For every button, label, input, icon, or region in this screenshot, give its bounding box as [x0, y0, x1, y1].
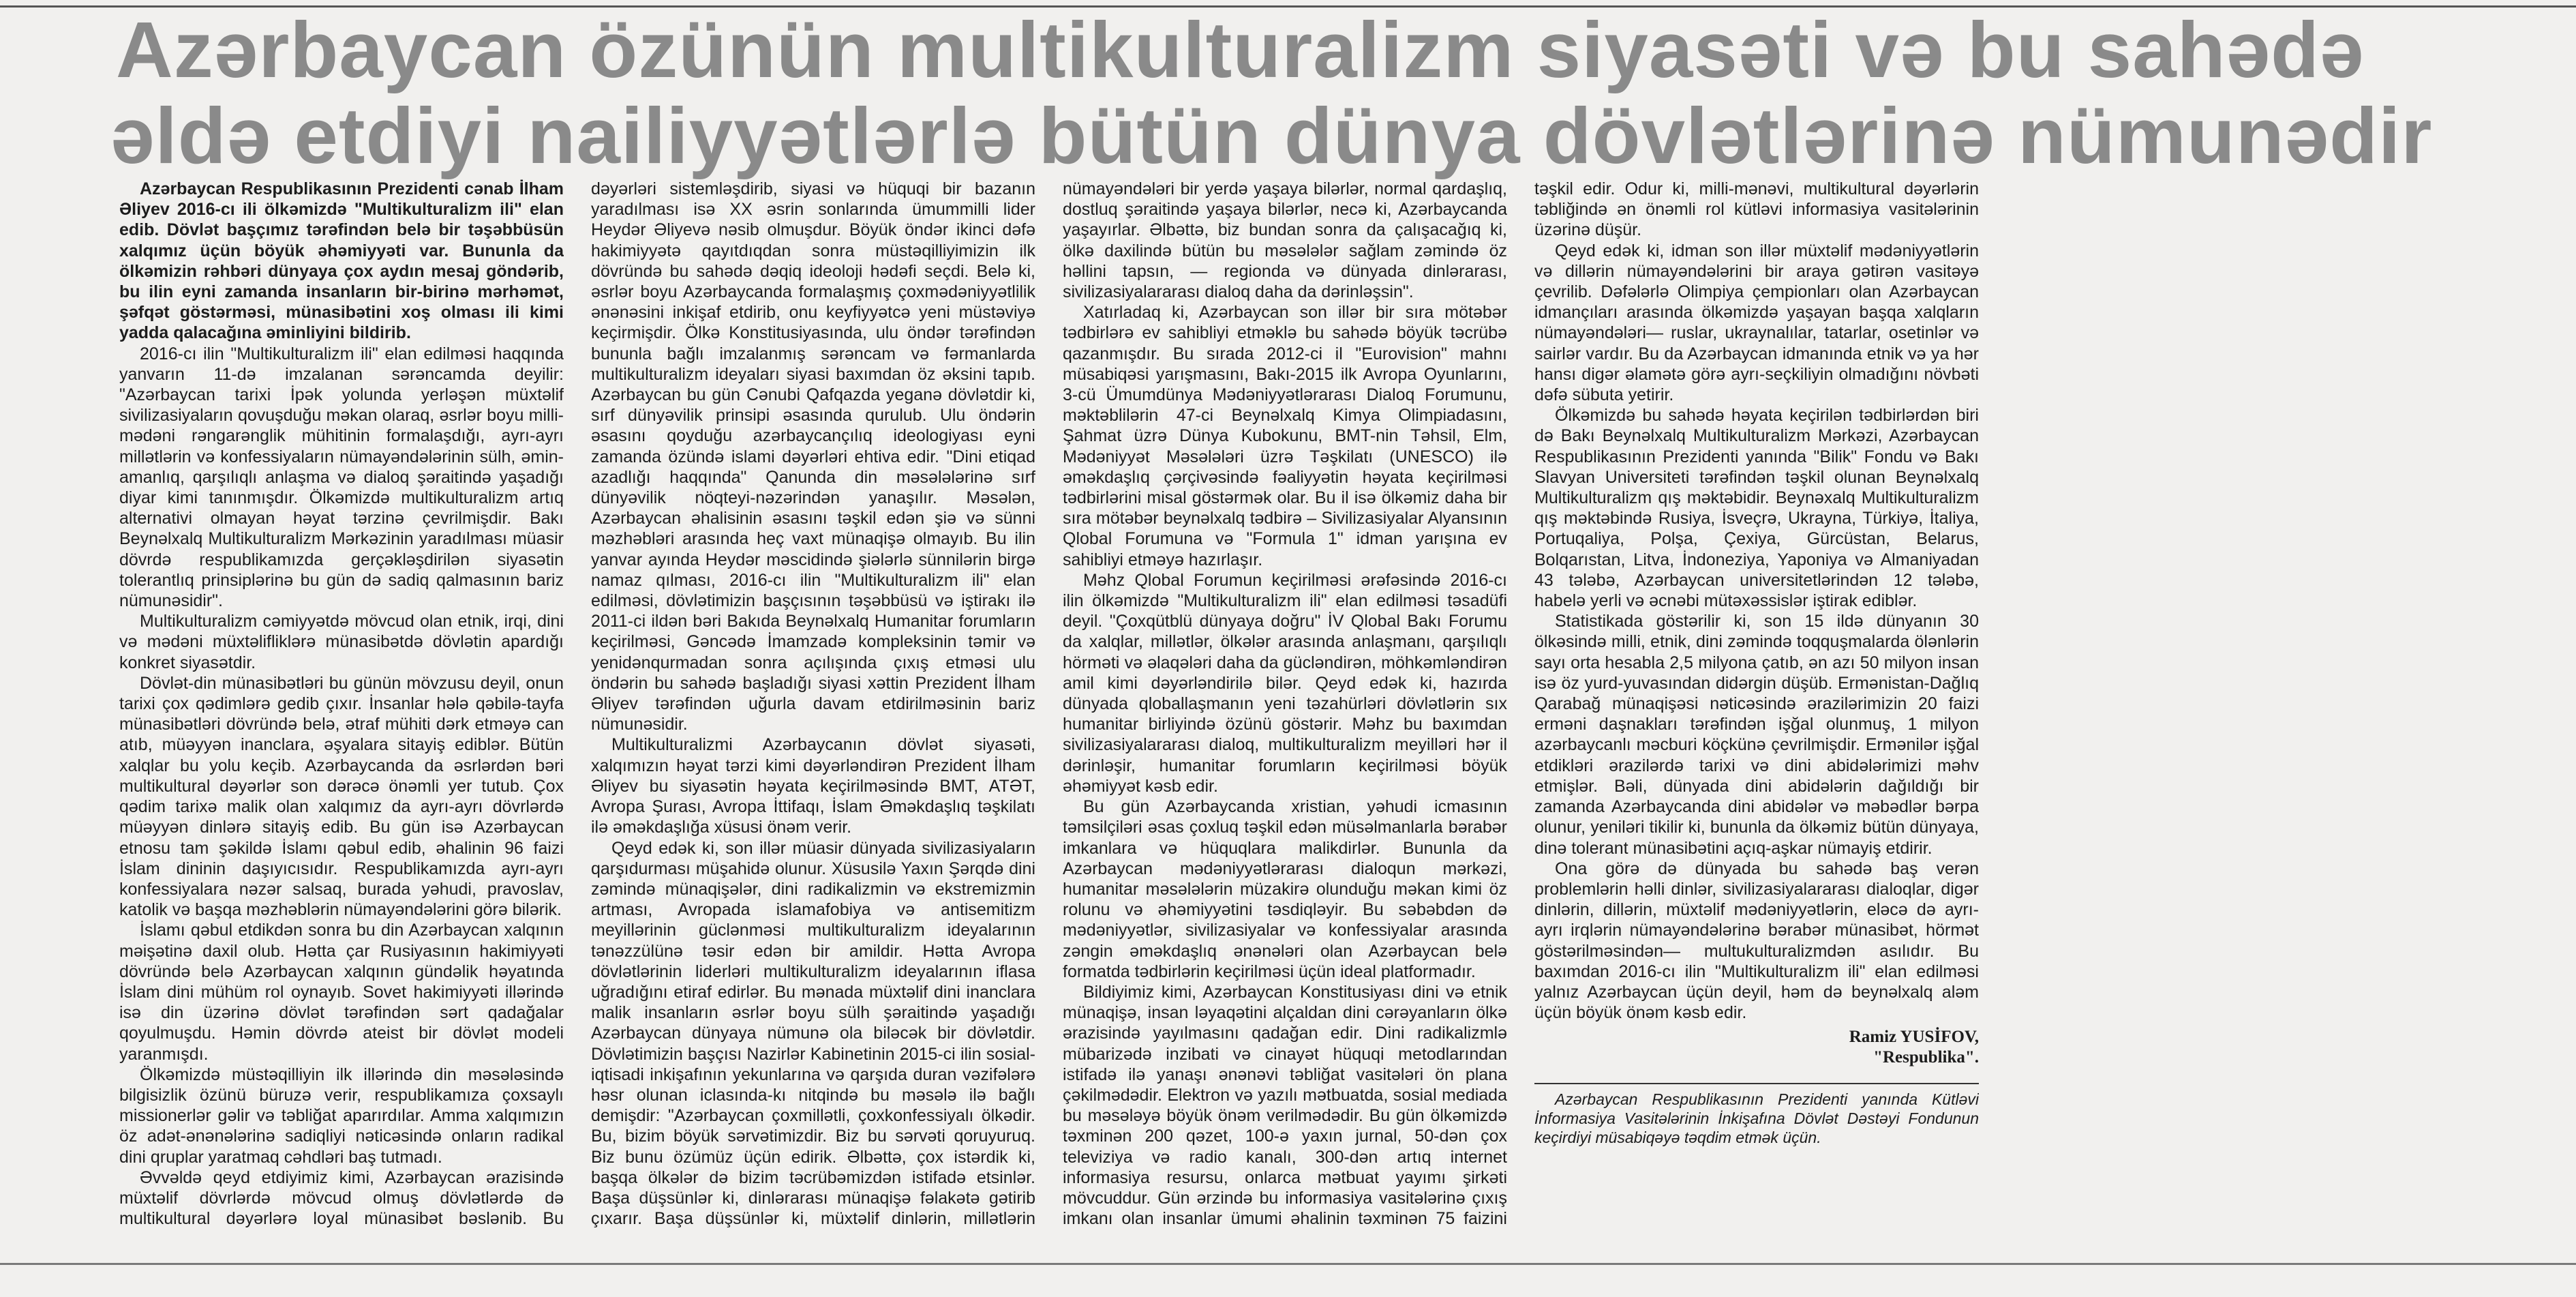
article-paragraph: Əvvəldə qeyd etdiyimiz kimi, Azərbaycan ərazisində müxtəlif dövrlərdə mövcud olmuş dövlətlərdə də multikultural dəyərlərə loyal münasibət bəslənib. Bu: [119, 1167, 564, 1229]
newspaper-name: "Respublika".: [1873, 1048, 1979, 1067]
footnote: Azərbaycan Respublikasının Prezidenti yanında Kütləvi İnformasiya Vasitələrinin İnkişafına Dövlət Dəstəyi Fondunun keçirdiyi müsabiqəyə təqdim etmək üçün.: [1534, 1090, 1979, 1147]
article-paragraph: İslamı qəbul etdikdən sonra bu din Azərbaycan xalqının məişətinə daxil olub. Hətta çar Rusiyasının hakimiyyəti dövründə belə Azərbaycan xalqının gündəlik həyatında İslam dini mühüm rol oynayıb. Sovet hakimiyyəti illərində isə din üzərinə dövlət tərəfindən sərt qadağalar qoyulmuşdu. Həmin dövrdə ateist bir dövlət modeli yaranmışdı.: [119, 921, 564, 1064]
article-paragraph: Dövlət-din münasibətləri bu günün mövzusu deyil, onun tarixi çox qədimlərə gedib çıxır. İnsanlar hələ qəbilə-tayfa münasibətləri dövründə belə, ətraf mühiti dərk etməyə can atıb, müəyyən inanclara, əşyalara sitayiş ediblər. Bütün xalqlar bu yolu keçib. Azərbaycanda da əsrlərdən bəri multikultural dəyərlər son dərəcə önəmli yer tutub. Çox qədim tarixə malik olan xalqımız da ayrı-ayrı dövrlərdə müəyyən dinlərə sitayiş edib. Bu gün isə Azərbaycan etnosu tam şəkildə İslamı qəbul edib, əhalinin 96 faizi İslam dininin daşıyıcısıdır. Respublikamızda ayrı-ayrı konfessiyalara nəzər salsaq, burada yəhudi, pravoslav, katolik və başqa məzhəblərin nümayəndələrini görə bilərik.: [119, 673, 564, 920]
column-4: [1534, 179, 1979, 1242]
article-paragraph: dəyərləri sistemləşdirib, siyasi və hüquqi bir bazanın yaradılması isə XX əsrin sonlarında ümummilli lider Heydər Əliyevə nəsib olmuşdur. Böyük öndər ikinci dəfə hakimiyyətə qayıtdıqdan sonra müstəqilliyimizin ilk dövründə bu sahədə dəqiq ideoloji hədəfi seçdi. Belə ki, əsrlər boyu Azərbaycanda formalaşmış çoxmədəniyyətlilik ənənəsini inkişaf etdirib, onu keyfiyyətcə yeni müstəviyə keçirmişdir. Ölkə Konstitusiyasında, ulu öndər tərəfindən bununla bağlı imzalanmış sərəncam və fərmanlarda multikulturalizm ideyaları siyasi baxımdan öz əksini tapıb. Azərbaycan bu gün Cənubi Qafqazda yeganə dövlətdir ki, sırf dünyəvilik prinsipi əsasında qurulub. Ulu öndərin əsasını qoyduğu azərbaycançılıq ideologiyası eyni zamanda özündə islami dəyərləri ehtiva edir. "Dini etiqad azadlığı haqqında" Qanunda din məsələlərinə sırf dünyəvilik nöqteyi-nəzərindən yanaşılır. Məsələn, Azərbaycan əhalisinin əsasını təşkil edən şiə və sünni məzhəbləri arasında heç vaxt münaqişə olmayıb. Bu ilin yanvar ayında Heydər məscidində şiələrlə sünnilərin birgə namaz qılması, 2016-cı ilin "Multikulturalizm ili" elan edilməsi, dövlətimizin başçısının təşəbbüsü və iştirakı ilə 2011-ci ildən bəri Bakıda Beynəlxalq Humanitar forumların keçirilməsi, Gəncədə İmamzadə kompleksinin təmir və yenidənqurmadan sonra açılışında çıxış etməsi ulu öndərin bu sahədə başladığı siyasi xəttin Prezident İlham Əliyev tərəfindən uğurla davam etdirilməsinin bariz nümunəsidir.: [591, 179, 1035, 734]
article-paragraph: Statistikada göstərilir ki, son 15 ildə dünyanın 30 ölkəsində milli, etnik, dini zəmində toqquşmalarda ölənlərin sayı orta hesabla 2,5 milyona çatıb, ən azı 50 milyon insan isə öz yurd-yuvasından didərgin düşüb. Ermənistan-Dağlıq Qarabağ münaqişəsi nəticəsində ərazilərimizin 20 faizi erməni daşnakları tərəfindən işğal olunmuş, 1 milyon azərbaycanlı məcburi köçkünə çevrilmişdir. Ermənilər işğal etdikləri ərazilərdə tarixi və dini abidələrimizi məhv etmişlər. Bəli, dünyada dini abidələrin dağıldığı bir zamanda Azərbaycanda dini abidələr və məbədlər bərpa olunur, yeniləri tikilir ki, bununla da ölkəmiz bütün dünyaya, dinə tolerant münasibətini açıq-aşkar nümayiş etdirir.: [1534, 612, 1979, 858]
article-paragraph: 2016-cı ilin "Multikulturalizm ili" elan edilməsi haqqında yanvarın 11-də imzalanan sərəncamda deyilir: "Azərbaycan tarixi İpək yolunda yerləşən müxtəlif sivilizasiyaların qovuşduğu məkan olaraq, əsrlər boyu milli-mədəni rəngarənglik mühitinin formalaşdığı, ayrı-ayrı millətlərin və konfessiyaların nümayəndələrinin sülh, əmin-amanlıq, qarşılıqlı anlaşma və dialoq şəraitində yaşadığı diyar kimi tanınmışdır. Ölkəmizdə multikulturalizm artıq alternativi olmayan həyat tərzinə çevrilmişdir. Bakı Beynəlxalq Multikulturalizm Mərkəzinin yaradılması müasir dövrdə respublikamızda gerçəkləşdirilən siyasətin tolerantlıq prinsiplərinə bu gün də sadiq qalmasının bariz nümunəsidir".: [119, 344, 564, 611]
article-body: [119, 179, 2451, 1242]
article-paragraph: Bu gün Azərbaycanda xristian, yəhudi icmasının təmsilçiləri əsas çoxluq təşkil edən müsəlmanlarla bərabər imkanlara və hüquqlara malikdirlər. Bununla da Azərbaycan mədəniyyətlərarası dialoqun mərkəzi, humanitar məsələlərin müzakirə olunduğu məkan kimi öz rolunu və əhəmiyyətini təsdiqləyir. Bu səbəbdən də mədəniyyətlər, sivilizasiyalar və konfessiyalar arasında zəngin əməkdaşlıq ənənələri olan Azərbaycan belə formatda tədbirlərin keçirilməsi üçün ideal platformadır.: [1063, 797, 1507, 981]
article-paragraph: Məhz Qlobal Forumun keçirilməsi ərəfəsində 2016-cı ilin ölkəmizdə "Multikulturalizm ili" elan edilməsi təsadüfi deyil. "Çoxqütblü dünyaya doğru" İV Qlobal Bakı Forumu da xalqlar, millətlər, ölkələr arasında anlaşmanı, qarşılıqlı hörməti və əlaqələri daha da gücləndirən, möhkəmləndirən amil kimi dəyərləndirilə bilər. Qeyd edək ki, hazırda dünyada qloballaşmanın yeni təzahürləri dövlətlərin sıx humanitar birliyində özünü göstərir. Məhz bu baxımdan sivilizasiyalararası dialoq, multikulturalizm meyilləri hər il dərinləşir, humanitar forumların keçirilməsi böyük əhəmiyyət kəsb edir.: [1063, 570, 1507, 796]
article-paragraph: Ölkəmizdə bu sahədə həyata keçirilən tədbirlərdən biri də Bakı Beynəlxalq Multikulturalizm Mərkəzi, Azərbaycan Respublikasının Prezidenti yanında "Bilik" Fondu və Bakı Slavyan Universiteti tərəfindən təşkil olunan Beynəlxalq Multikulturalizm qış məktəbidir. Beynəxalq Multikulturalizm qış məktəbində Rusiya, İsveçrə, Ukrayna, Türkiyə, İtaliya, Portuqaliya, Polşa, Çexiya, Gürcüstan, Belarus, Bolqarıstan, Litva, İndoneziya, Yaponiya və Almaniyadan 43 tələbə, Azərbaycan universitetlərindən 12 tələbə, habelə yerli və əcnəbi mütəxəssislər iştirak ediblər.: [1534, 406, 1979, 611]
author-signature: [1534, 1027, 1979, 1068]
column-2: [591, 179, 1035, 1242]
article-paragraph: Multikulturalizm cəmiyyətdə mövcud olan etnik, irqi, dini və mədəni müxtəlifliklərə münasibətdə dövlətin apardığı konkret siyasətdir.: [119, 612, 564, 672]
article-paragraph: Multikulturalizmi Azərbaycanın dövlət siyasəti, xalqımızın həyat tərzi kimi dəyərləndirən Prezident İlham Əliyev bu siyasətin həyata keçirilməsində BMT, ATƏT, Avropa Şurası, Avropa İttifaqı, İslam Əməkdaşlıq təşkilatı ilə əməkdaşlığa xüsusi önəm verir.: [591, 735, 1035, 837]
headline-line-2: əldə etdiyi nailiyyətlərlə bütün dünya dövlətlərinə nümunədir: [110, 91, 2433, 180]
article-paragraph: Ölkəmizdə müstəqilliyin ilk illərində din məsələsində bilgisizlik özünü büruzə verir, respublikamıza çoxsaylı missionerlər gəlir və təbliğat aparırdılar. Amma xalqımızın öz adət-ənənələrinə sadiqliyi nəticəsində onların radikal dini qruplar yaratmaq cəhdləri baş tutmadı.: [119, 1064, 564, 1167]
column-5: [2006, 179, 2451, 1242]
column-3: [1063, 179, 1507, 1242]
column-1: [119, 179, 564, 1242]
article-paragraph: nümayəndələri bir yerdə yaşaya bilərlər, normal qardaşlıq, dostluq şəraitində yaşaya bilərlər, necə ki, Azərbaycanda yaşayırlar. Əlbəttə, biz bundan sonra da çalışacağıq ki, ölkə daxilində bütün bu məsələlər sağlam zəmində öz həllini tapsın, — regionda və dünyada dinlərarası, sivilizasiyalararası dialoq daha da dərinləşsin".: [1063, 179, 1507, 302]
headline: [110, 5, 2461, 180]
article-paragraph: Ona görə də dünyada bu sahədə baş verən problemlərin həlli dinlər, sivilizasiyalararası dialoqlar, digər dinlərin, dillərin, müxtəlif mədəniyyətlərin, eləcə də ayrı-ayrı irqlərin nümayəndələrinə bərabər münasibət, hörmət göstərilməsindən— multukulturalizmdən asılıdır. Bu baxımdan 2016-cı ilin "Multikulturalizm ili" elan edilməsi yalnız Azərbaycan üçün deyil, həm də beynəlxalq aləm üçün böyük önəm kəsb edir.: [1534, 859, 1979, 1023]
headline-line-1: Azərbaycan özünün multikulturalizm siyasəti və bu sahədə: [116, 5, 2365, 94]
article-paragraph: Qeyd edək ki, son illər müasir dünyada sivilizasiyaların qarşıdurması müşahidə olunur. Xüsusilə Yaxın Şərqdə dini zəmində münaqişələr, dini radikalizmin və ekstremizmin artması, Avropada islamafobiya və antisemitizm meyillərinin güclənməsi multikulturalizm ideyalarının tənəzzülünə təsir edən bir amildir. Hətta Avropa dövlətlərinin liderləri multikulturalizm ideyalarının iflasa uğradığını etiraf edirlər. Bu mənada müxtəlif dini inanclara malik insanların əsrlər boyu sülh şəraitində yaşadığı Azərbaycan dünyaya nümunə ola biləcək bir dövlətdir. Dövlətimizin başçısı Nazirlər Kabinetinin 2015-ci ilin sosial-iqtisadi inkişafının yekunlarına və qarşıda duran vəzifələrə həsr olunan iclasında-kı nitqində bu məsələ ilə bağlı demişdir: "Azərbaycan çoxmillətli, çoxkonfessiyalı ölkədir. Bu, bizim böyük sərvətimizdir. Biz bu sərvəti qoruyuruq. Biz bunu özümüz üçün edirik. Əlbəttə, çox istərdik ki, başqa ölkələr də bizim təcrübəmizdən istifadə etsinlər. Başa düşsünlər ki, dinlərarası münaqişə fəlakətə gətirib çıxarır. Başa düşsünlər ki, müxtəlif dinlərin, millətlərin: [591, 838, 1035, 1229]
article-paragraph: Xatırladaq ki, Azərbaycan son illər bir sıra mötəbər tədbirlərə ev sahibliyi etməklə bu sahədə böyük təcrübə qazanmışdır. Bu sırada 2012-ci il "Eurovision" mahnı müsabiqəsi yarışmasını, Bakı-2015 ilk Avropa Oyunlarını, 3-cü Ümumdünya Mədəniyyətlərarası Dialoq Forumunu, məktəblilərin 47-ci Beynəlxalq Kimya Olimpiadasını, Şahmat üzrə Dünya Kubokunu, BMT-nin Təhsil, Elm, Mədəniyyət Məsələləri üzrə Təşkilatı (UNESCO) ilə əməkdaşlıq çərçivəsində fəaliyyətin həyata keçirilməsi tədbirlərini misal göstərmək olar. Bu il isə ölkəmiz daha bir sıra mötəbər beynəlxalq tədbirə – Sivilizasiyalar Alyansının Qlobal Forumuna və "Formula 1" idman yarışına ev sahibliyi etməyə hazırlaşır.: [1063, 303, 1507, 569]
article-paragraph: Bildiyimiz kimi, Azərbaycan Konstitusiyası dini və etnik münaqişə, insan ləyaqətini alçaldan dini cərəyanların ölkə ərazisində yayılmasını qadağan edir. Dini radikalizmlə mübarizədə inzibati və cinayət hüquqi metodlarından istifadə ilə yanaşı ənənəvi təbliğat vasitələri ön plana çəkilmədədir. Elektron və yazılı mətbuatda, sosial mediada bu məsələyə böyük önəm verilmədədir. Bu gün ölkəmizdə təxminən 200 qəzet, 100-ə yaxın jurnal, 50-dən çox televiziya və radio kanalı, 300-dən artıq internet informasiya resursu, onlarca mətbuat yayımı şirkəti mövcuddur. Gün ərzində bu informasiya vasitələrinə çıxış imkanı olan insanlar ümumi əhalinin təxminən 75 faizini: [1063, 982, 1507, 1229]
article-paragraph: təşkil edir. Odur ki, milli-mənəvi, multikultural dəyərlərin təbliğində ən önəmli rol kütləvi informasiya vasitələrinin üzərinə düşür.: [1534, 179, 1979, 240]
article-lead: Azərbaycan Respublikasının Prezidenti cənab İlham Əliyev 2016-cı ili ölkəmizdə "Multikulturalizm ili" elan edib. Dövlət başçımız tərəfindən belə bir təşəbbüsün xalqımız üçün böyük əhəmiyyəti var. Bununla da ölkəmizin rəhbəri dünyaya çox aydın mesaj göndərib, bu ilin eyni zamanda insanların bir-birinə mərhəmət, şəfqət göstərməsi, münasibətini xoş olması ili kimi yadda qalacağına əminliyini bildirib.: [119, 179, 564, 343]
author-name: Ramiz YUSİFOV,: [1849, 1028, 1979, 1047]
signature-rule: [1534, 1083, 1979, 1084]
bottom-rule: [0, 1263, 2576, 1265]
article-paragraph: Qeyd edək ki, idman son illər müxtəlif mədəniyyətlərin və dillərin nümayəndələrini bir araya gətirən vasitəyə çevrilib. Dəfələrlə Olimpiya çempionları olan Azərbaycan idmançıları arasında ölkəmizdə yaşayan başqa xalqların nümayəndələri— ruslar, ukraynalılar, tatarlar, osetinlər və sairlər vardır. Bu da Azərbaycan idmanında etnik və ya hər hansı digər əlamətə görə ayrı-seçkiliyin olmadığını növbəti dəfə sübuta yetirir.: [1534, 241, 1979, 405]
